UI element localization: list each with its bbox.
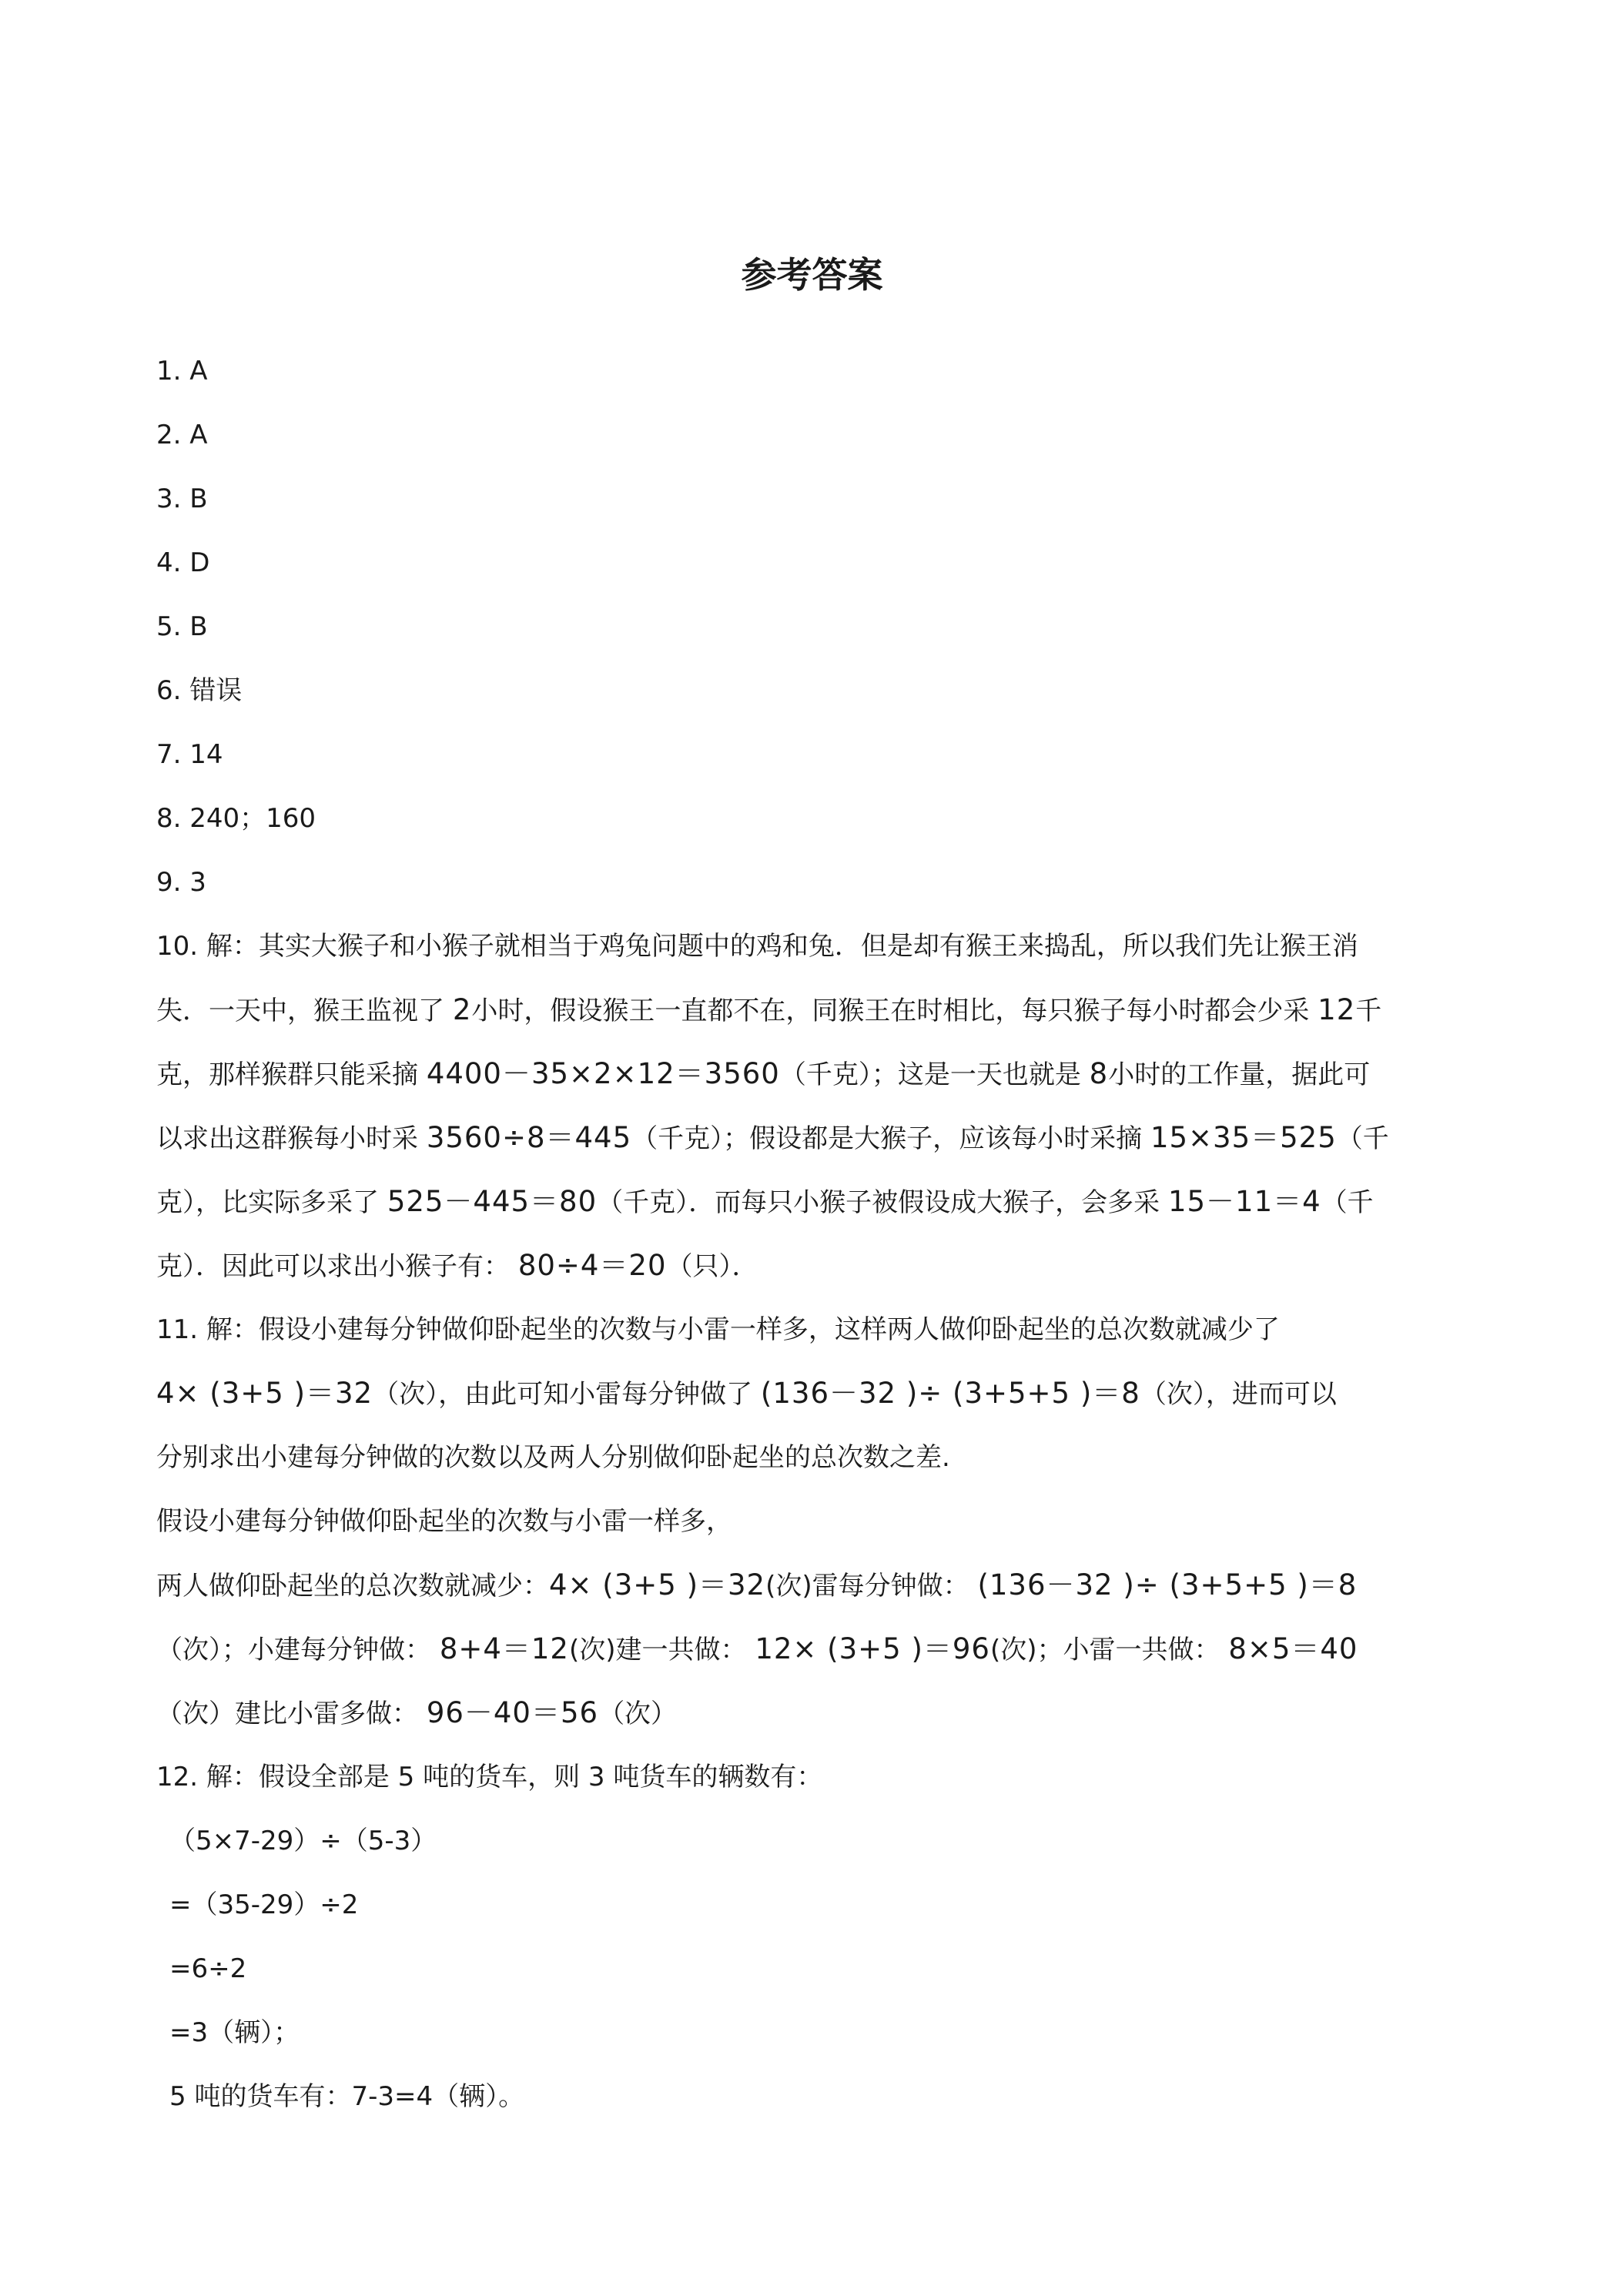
- q11-formula: 8×5＝40: [1228, 1632, 1358, 1665]
- q11-formula: 4× (3+5 )＝32: [549, 1568, 766, 1602]
- q11-text: (次)；小雷一共做：: [989, 1635, 1229, 1665]
- answer-9: 9. 3: [156, 867, 206, 898]
- q10-formula: 2: [452, 993, 472, 1026]
- answer-4: 4. D: [156, 547, 210, 578]
- q11-text: （次）: [598, 1699, 678, 1729]
- q11-line-6: [156, 1628, 1481, 1671]
- q11-formula: 96－40＝56: [426, 1696, 599, 1729]
- page-title: 参考答案: [741, 254, 883, 296]
- q10-line-1: 10. 解：其实大猴子和小猴子就相当于鸡兔问题中的鸡和兔．但是却有猴王来捣乱，所以我们先让猴王消: [156, 931, 1358, 962]
- q10-text: 克）．因此可以求出小猴子有：: [156, 1251, 518, 1282]
- q10-text: （千克）；假设都是大猴子，应该每小时采摘: [631, 1123, 1150, 1154]
- q12-line-5: =3（辆）；: [169, 2017, 300, 2048]
- q10-formula: 4400－35×2×12＝3560: [426, 1057, 780, 1090]
- q10-text: （只）．: [666, 1251, 758, 1282]
- q11-formula: 8+4＝12: [439, 1632, 569, 1665]
- answer-1: 1. A: [156, 356, 208, 387]
- q10-line-2: [156, 989, 1481, 1032]
- q11-text: （次）；小建每分钟做：: [156, 1635, 440, 1665]
- answer-2: 2. A: [156, 420, 208, 450]
- answer-5: 5. B: [156, 611, 208, 642]
- q11-line-3: 分别求出小建每分钟做的次数以及两人分别做仰卧起坐的总次数之差.: [156, 1442, 950, 1473]
- q10-text: 失．一天中，猴王监视了: [156, 996, 453, 1026]
- q12-line-6: 5 吨的货车有：7-3=4（辆）。: [169, 2081, 525, 2112]
- q10-text: 以求出这群猴每小时采: [156, 1123, 427, 1154]
- q11-text: (次)建一共做：: [568, 1635, 755, 1665]
- answer-8: 8. 240；160: [156, 803, 316, 834]
- q12-line-3: =（35-29）÷2: [169, 1889, 359, 1920]
- q10-text: （千: [1336, 1123, 1389, 1154]
- q10-formula: 80÷4＝20: [517, 1249, 667, 1282]
- q10-line-4: [156, 1117, 1481, 1160]
- q11-formula: (136－32 )÷ (3+5+5 )＝8: [760, 1377, 1140, 1410]
- q10-text: 克，那样猴群只能采摘: [156, 1059, 427, 1090]
- q10-formula: 525－445＝80: [387, 1185, 598, 1218]
- q10-formula: 12: [1318, 993, 1356, 1026]
- q10-text: 小时的工作量，据此可: [1108, 1059, 1371, 1090]
- q11-line-1: 11. 解：假设小建每分钟做仰卧起坐的次数与小雷一样多，这样两人做仰卧起坐的总次数就减少了: [156, 1314, 1280, 1345]
- q12-line-4: =6÷2: [169, 1953, 247, 1984]
- q11-text: （次），进而可以: [1140, 1379, 1337, 1410]
- q12-line-2: （5×7-29）÷（5-3）: [169, 1826, 437, 1856]
- q11-formula: 4× (3+5 )＝32: [156, 1377, 373, 1410]
- q12-line-1: 12. 解：假设全部是 5 吨的货车，则 3 吨货车的辆数有：: [156, 1762, 823, 1792]
- q10-line-3: [156, 1053, 1481, 1096]
- q10-text: 小时，假设猴王一直都不在，同猴王在时相比，每只猴子每小时都会少采: [471, 996, 1318, 1026]
- q10-text: （千: [1321, 1187, 1374, 1218]
- q11-text: （次）建比小雷多做：: [156, 1699, 427, 1729]
- q11-line-4: 假设小建每分钟做仰卧起坐的次数与小雷一样多，: [156, 1506, 732, 1537]
- q10-text: （千克）．而每只小猴子被假设成大猴子，会多采: [597, 1187, 1168, 1218]
- q10-formula: 15×35＝525: [1150, 1121, 1337, 1154]
- q11-line-7: [156, 1692, 1481, 1735]
- q10-line-5: [156, 1181, 1481, 1223]
- q11-text: （次），由此可知小雷每分钟做了: [373, 1379, 761, 1410]
- q10-text: （千克）；这是一天也就是: [779, 1059, 1090, 1090]
- q10-formula: 3560÷8＝445: [426, 1121, 632, 1154]
- answer-3: 3. B: [156, 484, 208, 514]
- q11-line-5: [156, 1565, 1481, 1607]
- q10-line-6: [156, 1245, 1481, 1287]
- q11-text: (次)雷每分钟做：: [765, 1571, 978, 1602]
- q11-line-2: [156, 1373, 1481, 1415]
- q11-formula: (136－32 )÷ (3+5+5 )＝8: [977, 1568, 1358, 1602]
- answer-7: 7. 14: [156, 739, 223, 770]
- q10-formula: 8: [1089, 1057, 1109, 1090]
- q11-formula: 12× (3+5 )＝96: [755, 1632, 990, 1665]
- answer-6: 6. 错误: [156, 675, 243, 706]
- q10-text: 克），比实际多采了: [156, 1187, 387, 1218]
- q10-text: 千: [1355, 996, 1382, 1026]
- q11-text: 两人做仰卧起坐的总次数就减少：: [156, 1571, 549, 1602]
- q10-formula: 15－11＝4: [1167, 1185, 1321, 1218]
